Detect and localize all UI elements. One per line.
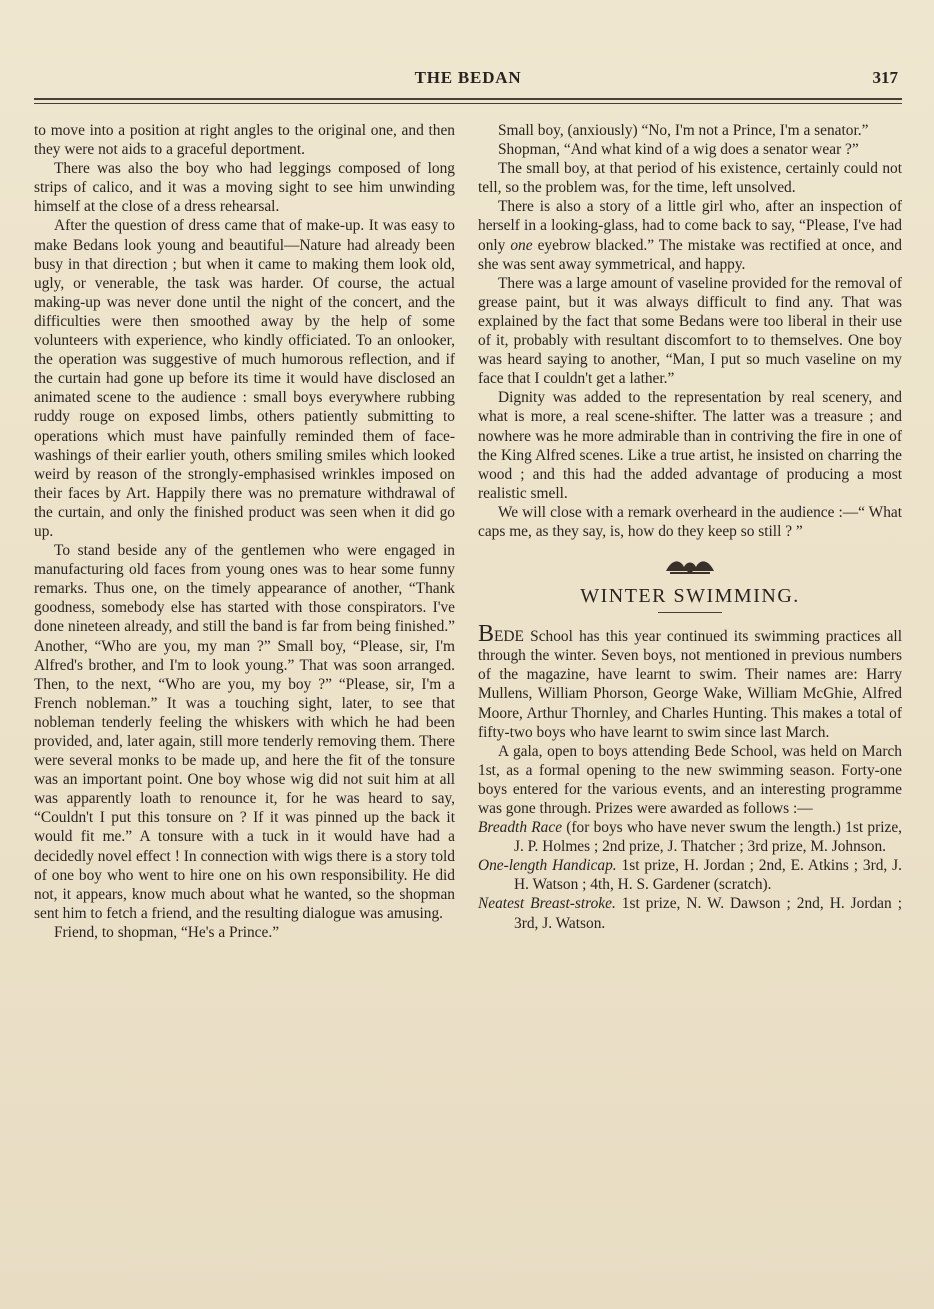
- page-number: 317: [872, 68, 898, 87]
- right-column: [478, 121, 902, 933]
- paragraph: We will close with a remark overheard in the audience :—“ What caps me, as they say, is, how do they keep so still ? ”: [478, 503, 902, 540]
- paragraph-text: eyebrow blacked.” The mistake was rectified at once, and she was sent away symmetrical, and happy.: [478, 236, 902, 273]
- paragraph: A gala, open to boys attending Bede School, was held on March 1st, as a formal opening to the new swimming season. Forty-one boys entered for the various events, and an interesting programme was gone through. Prizes were awarded as follows :—: [478, 742, 902, 817]
- ornament-icon: [478, 555, 902, 577]
- prize-entry: [478, 894, 902, 932]
- small-caps-text: EDE: [494, 628, 524, 646]
- paragraph: Dignity was added to the representation by real scenery, and what is more, a real scene-shifter. The latter was a treasure ; and nowhere was he more admirable than in contriving the fire in one of the King Alfred scenes. Like a true artist, he insisted on charring the wood ; and this had the added advantage of producing a most realistic smell.: [478, 389, 902, 502]
- paragraph: Shopman, “And what kind of a wig does a senator wear ?”: [498, 141, 859, 159]
- heading-rule: [658, 612, 722, 613]
- running-title: THE BEDAN: [414, 68, 522, 87]
- paragraph: Friend, to shopman, “He's a Prince.”: [54, 923, 280, 941]
- drop-cap: B: [478, 621, 495, 648]
- paragraph: Small boy, (anxiously) “No, I'm not a Prince, I'm a senator.”: [498, 122, 869, 139]
- paragraph: There was also the boy who had leggings composed of long strips of calico, and it was a moving sight to see him unwinding himself at the close of a dress rehearsal.: [34, 160, 455, 216]
- paragraph: [478, 621, 902, 742]
- section-heading: WINTER SWIMMING.: [580, 585, 800, 608]
- header-rule-thin: [34, 103, 902, 104]
- prize-entry: [478, 856, 902, 894]
- prize-detail: (for boys who have never swum the length.) 1st prize, J. P. Holmes ; 2nd prize, J. Thatcher ; 3rd prize, M. Johnson.: [514, 819, 902, 856]
- prize-detail: 1st prize, N. W. Dawson ; 2nd, H. Jordan ; 3rd, J. Watson.: [514, 895, 902, 932]
- paragraph: There was a large amount of vaseline provided for the removal of grease paint, but it was always difficult to find any. That was explained by the fact that some Bedans were too liberal in their use of it, probably with resultant discomfort to to themselves. One boy was heard saying to another, “Man, I put so much vaseline on my face that I couldn't get a lather.”: [478, 274, 902, 388]
- prize-entry: [478, 818, 902, 856]
- paragraph-text: School has this year continued its swimming practices all through the winter. Seven boys, not mentioned in previous numbers of the magazine, have learnt to swim. Their names are: Harry Mullens, William Phorson, George Wake, William McGhie, Alfred Moore, Arthur Thornley, and Charles Hunting. This makes a total of fifty-two boys who have learnt to swim since last March.: [478, 628, 902, 741]
- paragraph: [478, 197, 902, 273]
- emphasis: one: [510, 236, 533, 254]
- page-header: [34, 68, 902, 92]
- event-name: Neatest Breast-stroke.: [478, 895, 616, 913]
- paragraph: To stand beside any of the gentlemen who were engaged in manufacturing old faces from young ones was to hear some funny remarks. Thus one, on the timely appearance of another, “Thank goodness, somebody else has started with those conspirators. I've done nineteen already, and still the band is far from being finished.” Another, “Who are you, my man ?” Small boy, “Please, sir, I'm Alfred's brother, and I'm to look young.” That was soon arranged. Then, to the next, “Who are you, my boy ?” “Please, sir, I'm a French nobleman.” It was a touching sight, later, to see that nobleman tenderly feeling the whiskers with which he had been provided, and, later again, still more tenderly removing them. There were several monks to be made up, and here the fit of the tonsure was an important point. One boy whose wig did not suit him at all was apparently loath to renounce it, for he was heard to say, “Couldn't I put this tonsure on ? If it was pinned up the back it would fit me.” A tonsure with a tuck in it would have had a decidedly novel effect ! In connection with wigs there is a story told of one boy who went to hire one on his own responsibility. He did not, it appears, know much about what he wanted, so the shopman sent him to fetch a friend, and the resulting dialogue was amusing.: [34, 542, 455, 922]
- paragraph: to move into a position at right angles to the original one, and then they were not aids to a graceful deportment.: [34, 122, 455, 159]
- paragraph: After the question of dress came that of make-up. It was easy to make Bedans look young and beautiful—Nature had already been busy in that direction ; but when it came to making them look old, ugly, or venerable, the task was harder. Of course, the actual making-up was never done until the night of the concert, and the difficulties were then smoothed away by the help of some volunteers with experience, who kindly officiated. To an onlooker, the operation was suggestive of much humorous reflection, and if the curtain had gone up before its time it would have disclosed an animated scene to the audience : small boys everywhere rubbing ruddy rouge on exposed limbs, others patiently submitting to operations which must have painfully reminded them of face-washings of their earlier youth, others smiling smiles which looked weird by reason of the strongly-emphasised wrinkles imposed on their faces by Art. Happily there was no premature withdrawal of the curtain, and only the finished product was seen when it did go up.: [34, 217, 455, 540]
- left-column: [34, 121, 455, 942]
- header-rule-thick: [34, 98, 902, 100]
- paragraph: The small boy, at that period of his existence, certainly could not tell, so the problem was, for the time, left unsolved.: [478, 160, 902, 197]
- prize-detail: 1st prize, H. Jordan ; 2nd, E. Atkins ; 3rd, J. H. Watson ; 4th, H. S. Gardener (scratch).: [514, 857, 902, 894]
- event-name: One-length Handicap.: [478, 857, 617, 875]
- paragraph-text: There is also a story of a little girl who, after an inspection of herself in a looking-glass, had to come back to say, “Please, I've had only: [478, 198, 902, 254]
- event-name: Breadth Race: [478, 819, 563, 837]
